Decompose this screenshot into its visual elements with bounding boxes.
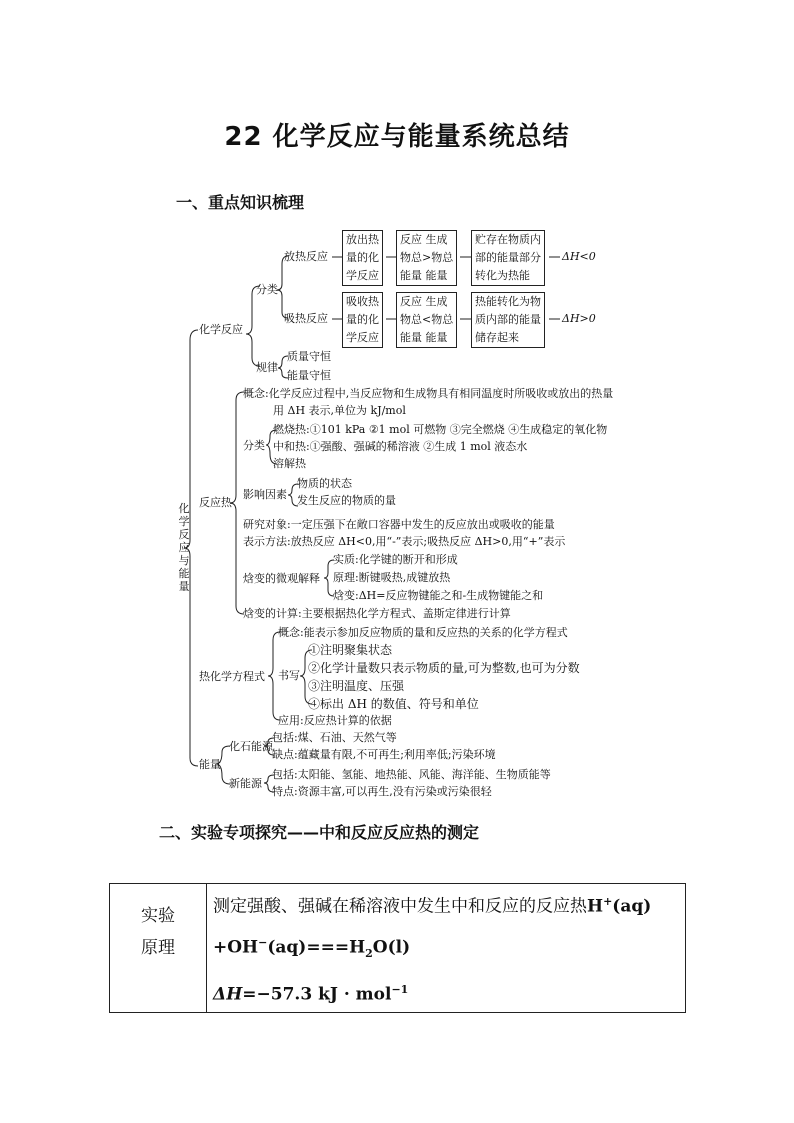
fossil-item: 缺点:蕴藏量有限,不可再生;利用率低;污染环境 [272,748,496,761]
reaction-heat-brace [230,392,244,614]
law-item: 质量守恒 [287,350,331,363]
dissolve-heat: 溶解热 [273,457,306,470]
experiment-principle-cell: 测定强酸、强碱在稀溶液中发生中和反应的反应热H+(aq) $+OH^-(aq)===H_2O(l)$ ΔH=−57.3 kJ · mol$^{-1}$ [207,884,686,1013]
exo-result: ΔH<0 [562,250,596,263]
classify2-label: 分类 [243,439,265,452]
reaction-heat-label: 反应热 [199,496,232,509]
experiment-table [109,883,686,1013]
chem-reaction-label: 化学反应 [199,323,243,336]
writing-item: ④标出 ΔH 的数值、符号和单位 [308,697,479,711]
neutral-heat: 中和热:①强酸、强碱的稀溶液 ②生成 1 mol 液态水 [273,440,528,453]
energy-label: 能量 [199,758,221,771]
section-heading-2: 二、实验专项探究——中和反应反应热的测定 [159,823,480,842]
exo-label: 放热反应 [284,250,328,263]
writing-brace [300,650,312,704]
thermo-concept: 概念:能表示参加反应物质的量和反应热的关系的化学方程式 [278,626,568,639]
chem-brace [246,286,260,366]
enthalpy-calc: 焓变的计算:主要根据热化学方程式、盖斯定律进行计算 [243,607,511,620]
combustion-heat: 燃烧热:①101 kPa ②1 mol 可燃物 ③完全燃烧 ④生成稳定的氧化物 [273,423,608,436]
micro-item: 原理:断键吸热,成键放热 [333,571,451,584]
new-item: 包括:太阳能、氢能、地热能、风能、海洋能、生物质能等 [272,768,551,781]
micro-item: 焓变:ΔH=反应物键能之和-生成物键能之和 [333,589,544,602]
exo-box-2: 反应 生成 物总>物总 能量 能量 [396,230,457,286]
exo-box-1: 放出热 量的化 学反应 [342,230,383,286]
factor-item: 发生反应的物质的量 [297,494,396,507]
experiment-label-cell: 实验 原理 [110,884,207,1013]
root-label: 化学反应与能量 [178,502,190,593]
endo-box-3: 热能转化为物 质内部的能量 储存起来 [471,292,545,348]
writing-item: ②化学计量数只表示物质的量,可为整数,也可为分数 [308,661,580,675]
reaction-equation: $+OH^-(aq)===H_2O(l)$ [213,935,411,960]
classify-label: 分类 [256,283,278,296]
thermo-eq-label: 热化学方程式 [199,670,265,683]
fossil-label: 化石能源 [229,740,273,753]
writing-label: 书写 [278,669,300,682]
writing-item: ③注明温度、压强 [308,679,405,693]
endo-label: 吸热反应 [284,312,328,325]
endo-box-2: 反应 生成 物总<物总 能量 能量 [396,292,457,348]
section-heading-1: 一、重点知识梳理 [176,193,305,212]
factors-label: 影响因素 [243,488,287,501]
law-item: 能量守恒 [287,369,331,382]
research-object: 研究对象:一定压强下在敞口容器中发生的反应放出或吸收的能量 [243,518,555,531]
new-item: 特点:资源丰富,可以再生,没有污染或污染很轻 [272,785,492,798]
endo-result: ΔH>0 [562,312,596,325]
express-method: 表示方法:放热反应 ΔH<0,用“-”表示;吸热反应 ΔH>0,用“+”表示 [243,535,566,548]
factor-item: 物质的状态 [297,477,352,490]
principle-text: 测定强酸、强碱在稀溶液中发生中和反应的反应热 [213,896,587,917]
law-label: 规律 [256,361,278,374]
exo-box-3: 贮存在物质内 部的能量部分 转化为热能 [471,230,545,286]
micro-item: 实质:化学键的断开和形成 [333,553,458,566]
writing-item: ①注明聚集状态 [308,643,393,657]
page-title: 22 化学反应与能量系统总结 [224,122,570,152]
concept-line: 概念:化学反应过程中,当反应物和生成物具有相同温度时所吸收或放出的热量 [243,387,614,400]
classify-brace [277,256,288,318]
concept-line-2: 用 ΔH 表示,单位为 kJ/mol [273,404,406,417]
enthalpy-value: ΔH=−57.3 kJ · mol$^{-1}$ [213,982,409,1005]
micro-label: 焓变的微观解释 [243,572,320,585]
new-energy-label: 新能源 [229,777,262,790]
application: 应用:反应热计算的依据 [278,714,392,727]
endo-box-1: 吸收热 量的化 学反应 [342,292,383,348]
fossil-item: 包括:煤、石油、天然气等 [272,731,397,744]
